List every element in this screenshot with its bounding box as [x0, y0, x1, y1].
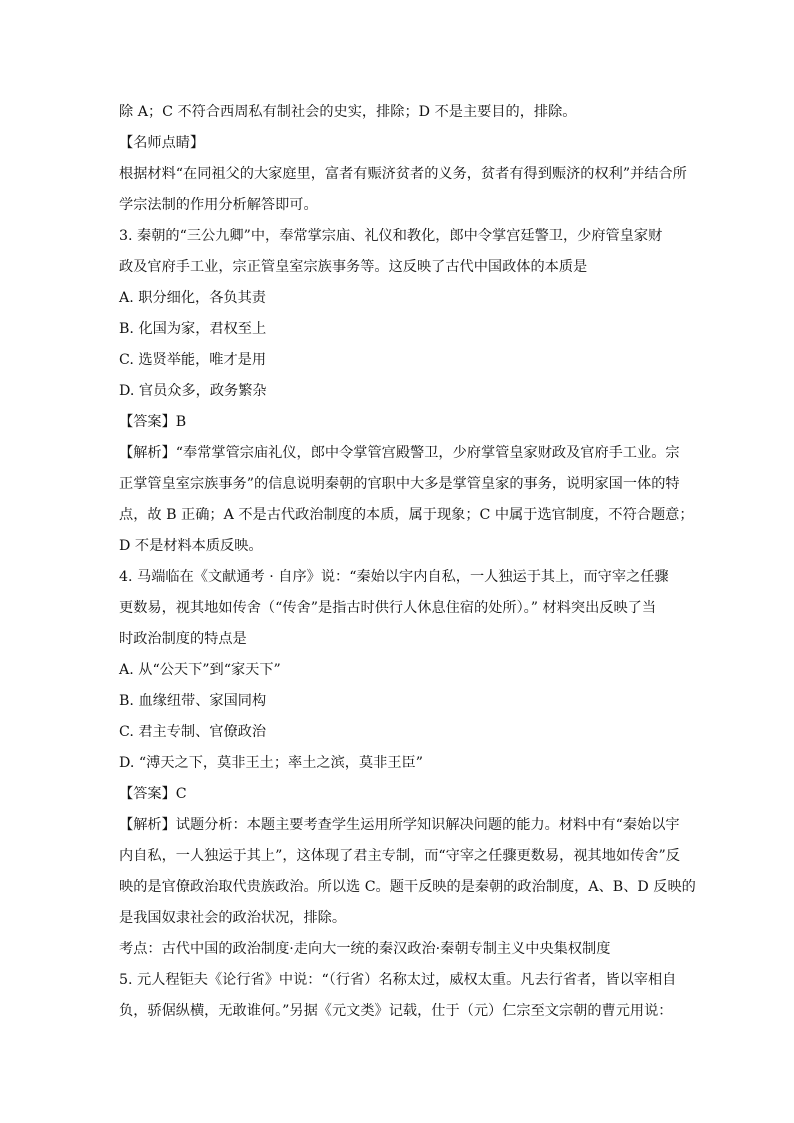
question-4-text: 更数易，视其地如传舍（“传舍”是指古时供行人休息住宿的处所）。” 材料突出反映了当: [119, 600, 657, 616]
option-c: C. 君主专制、官僚政治: [119, 724, 267, 740]
option-b: B. 血缘纽带、家国同构: [119, 693, 267, 709]
text-line: 根据材料“在同祖父的大家庭里，富者有赈济贫者的义务，贫者有得到赈济的权利”并结合所: [119, 166, 687, 182]
analysis-text: D 不是材料本质反映。: [119, 538, 263, 554]
option-d: D. 官员众多，政务繁杂: [119, 383, 267, 399]
analysis-text: 【解析】试题分析：本题主要考查学生运用所学知识解决问题的能力。材料中有“秦始以宇: [119, 817, 680, 833]
answer-label: 【答案】B: [119, 414, 187, 430]
analysis-text: 【解析】“奉常掌管宗庙礼仪，郎中令掌管宫殿警卫，少府掌管皇家财政及官府手工业。宗: [119, 445, 680, 461]
option-b: B. 化国为家，君权至上: [119, 321, 267, 337]
question-5-text: 5. 元人程钜夫《论行省》中说：“（行省）名称太过，威权太重。凡去行省者，皆以宰相自: [119, 972, 677, 988]
question-3-text: 3. 秦朝的“三公九卿”中，奉常掌宗庙、礼仪和教化，郎中令掌宫廷警卫，少府管皇家财: [119, 228, 663, 244]
question-3-text: 政及官府手工业，宗正管皇室宗族事务等。这反映了古代中国政体的本质是: [119, 259, 588, 275]
option-a: A. 职分细化，各负其责: [119, 290, 266, 306]
option-a: A. 从“公天下”到“家天下”: [119, 662, 281, 678]
topic-note: 考点：古代中国的政治制度·走向大一统的秦汉政治·秦朝专制主义中央集权制度: [119, 941, 611, 957]
option-c: C. 选贤举能，唯才是用: [119, 352, 267, 368]
analysis-text: 是我国奴隶社会的政治状况，排除。: [119, 910, 347, 926]
answer-label: 【答案】C: [119, 786, 187, 802]
question-4-text: 时政治制度的特点是: [119, 631, 247, 647]
analysis-text: 映的是官僚政治取代贵族政治。所以选 C。题干反映的是秦朝的政治制度，A、B、D 反映的: [119, 879, 696, 895]
analysis-text: 内自私，一人独运于其上”，这体现了君主专制，而“守宰之任骤更数易，视其地如传舍”反: [119, 848, 680, 864]
option-d: D. “溥天之下，莫非王土；率土之滨，莫非王臣”: [119, 755, 423, 771]
question-5-text: 负，骄倨纵横，无敢谁何。”另据《元文类》记载，仕于（元）仁宗至文宗朝的曹元用说：: [119, 1003, 673, 1019]
analysis-text: 正掌管皇室宗族事务”的信息说明秦朝的官职中大多是掌管皇家的事务，说明家国一体的特: [119, 476, 680, 492]
text-line: 除 A；C 不符合西周私有制社会的史实，排除；D 不是主要目的，排除。: [119, 104, 577, 120]
question-4-text: 4. 马端临在《文献通考 · 自序》说：“秦始以宇内自私，一人独运于其上，而守宰之任骤: [119, 569, 669, 585]
analysis-text: 点，故 B 正确；A 不是古代政治制度的本质，属于现象；C 中属于选官制度，不符合题意；: [119, 507, 694, 523]
text-line: 学宗法制的作用分析解答即可。: [119, 197, 318, 213]
section-heading: 【名师点睛】: [119, 135, 205, 151]
